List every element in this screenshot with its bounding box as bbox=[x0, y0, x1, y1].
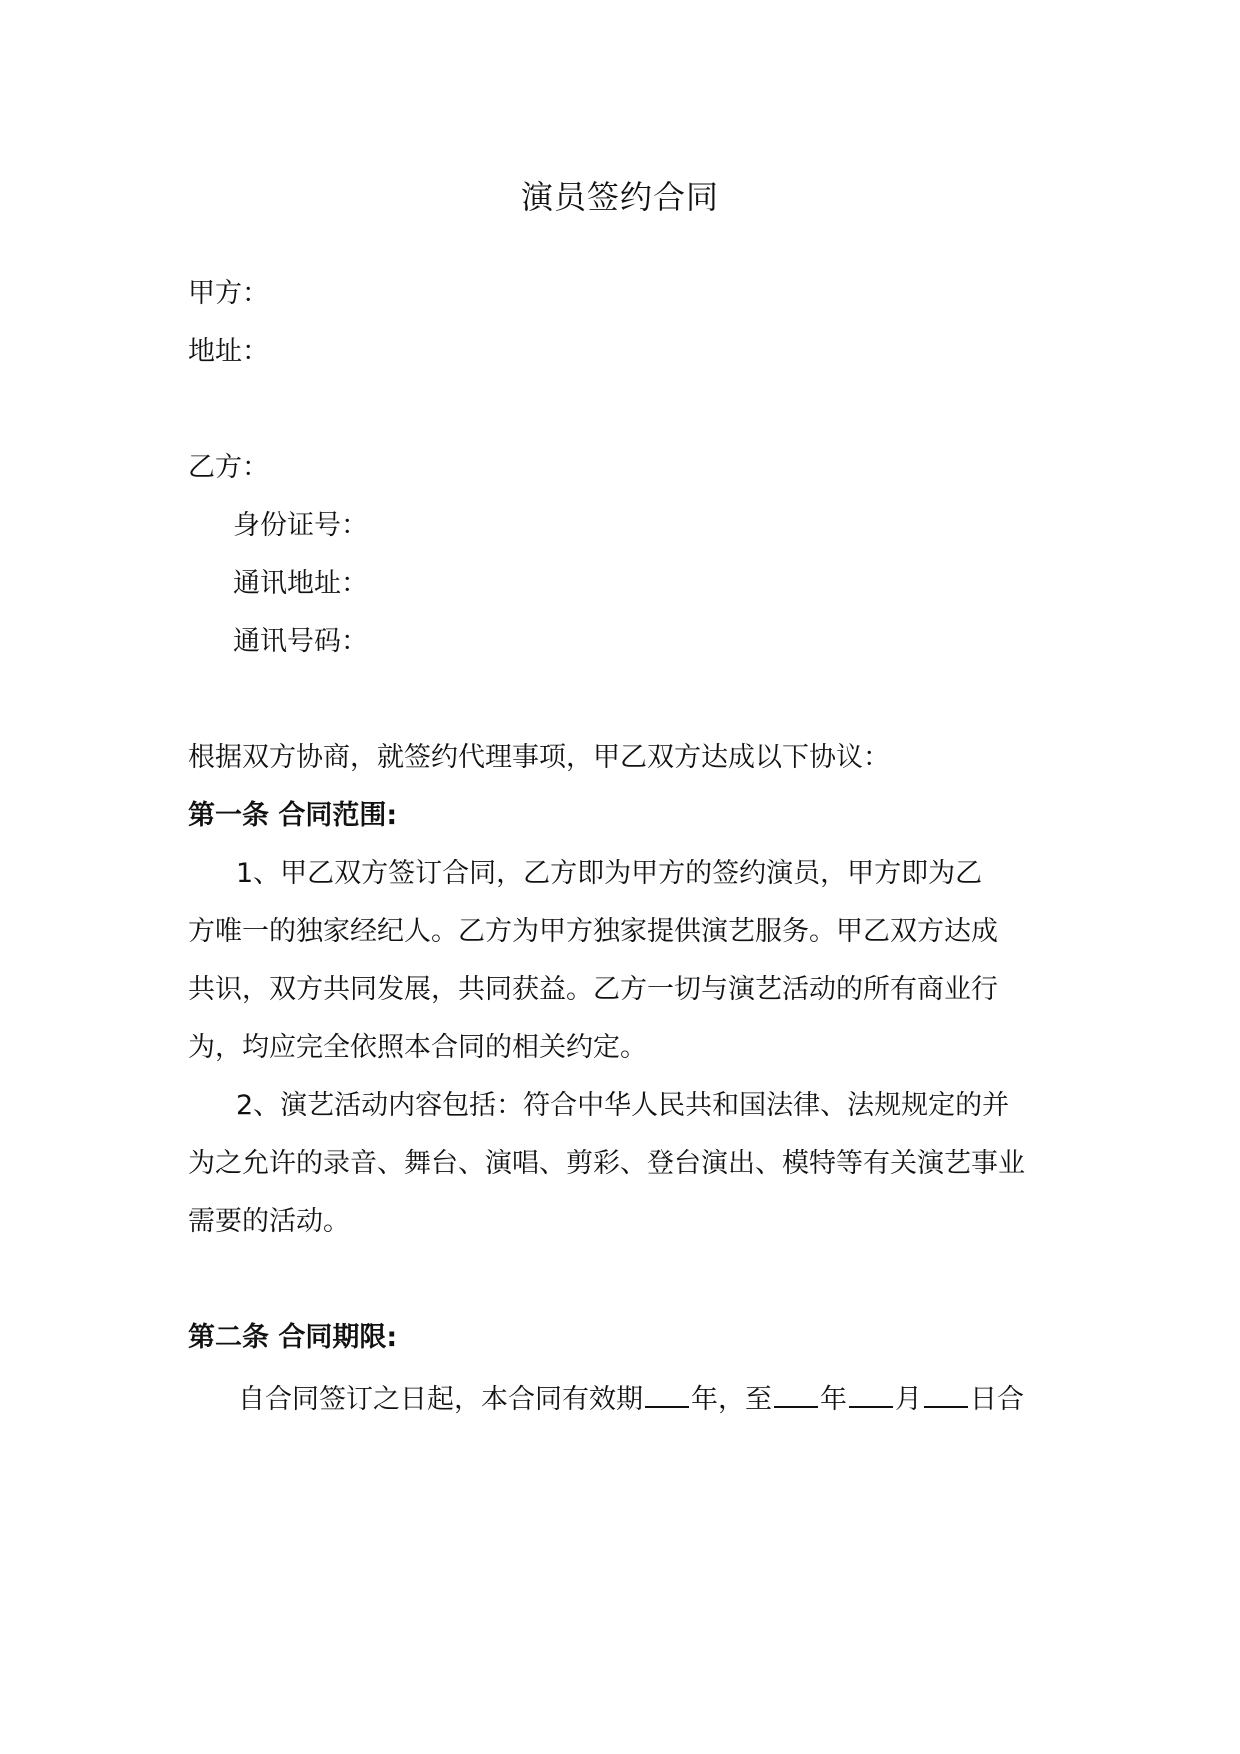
party-b-label: 乙方： bbox=[188, 452, 269, 483]
article1-p1-line3: 共识，双方共同发展，共同获益。乙方一切与演艺活动的所有商业行 bbox=[188, 974, 998, 1005]
article2-heading: 第二条 合同期限: bbox=[188, 1322, 398, 1353]
party-b-mail-address-label: 通讯地址： bbox=[233, 568, 368, 599]
article2-term-line bbox=[238, 1378, 1024, 1418]
end-month-blank[interactable] bbox=[849, 1378, 893, 1408]
article1-p2-line3: 需要的活动。 bbox=[188, 1206, 350, 1237]
term-years-blank[interactable] bbox=[645, 1378, 689, 1408]
party-b-id-label: 身份证号： bbox=[233, 510, 368, 541]
article1-p2-line1: 2、演艺活动内容包括：符合中华人民共和国法律、法规规定的并 bbox=[236, 1090, 1010, 1121]
party-a-label: 甲方： bbox=[188, 278, 269, 309]
term-prefix: 自合同签订之日起，本合同有效期 bbox=[238, 1384, 643, 1415]
article1-p1-line2: 方唯一的独家经纪人。乙方为甲方独家提供演艺服务。甲乙双方达成 bbox=[188, 916, 998, 947]
end-day-blank[interactable] bbox=[924, 1378, 968, 1408]
article1-heading: 第一条 合同范围: bbox=[188, 800, 398, 831]
end-day-text: 日合 bbox=[970, 1384, 1024, 1415]
article1-p1-line1: 1、甲乙双方签订合同，乙方即为甲方的签约演员，甲方即为乙 bbox=[236, 858, 983, 889]
article1-p1-line4: 为，均应完全依照本合同的相关约定。 bbox=[188, 1032, 647, 1063]
end-year-blank[interactable] bbox=[774, 1378, 818, 1408]
party-a-address-label: 地址： bbox=[188, 336, 269, 367]
term-year-text: 年，至 bbox=[691, 1384, 772, 1415]
party-b-phone-label: 通讯号码： bbox=[233, 626, 368, 657]
article1-p2-line2: 为之允许的录音、舞台、演唱、剪彩、登台演出、模特等有关演艺事业 bbox=[188, 1148, 1025, 1179]
intro-paragraph: 根据双方协商，就签约代理事项，甲乙双方达成以下协议： bbox=[188, 742, 890, 773]
document-title: 演员签约合同 bbox=[520, 178, 719, 216]
end-month-text: 月 bbox=[895, 1384, 922, 1415]
end-year-text: 年 bbox=[820, 1384, 847, 1415]
